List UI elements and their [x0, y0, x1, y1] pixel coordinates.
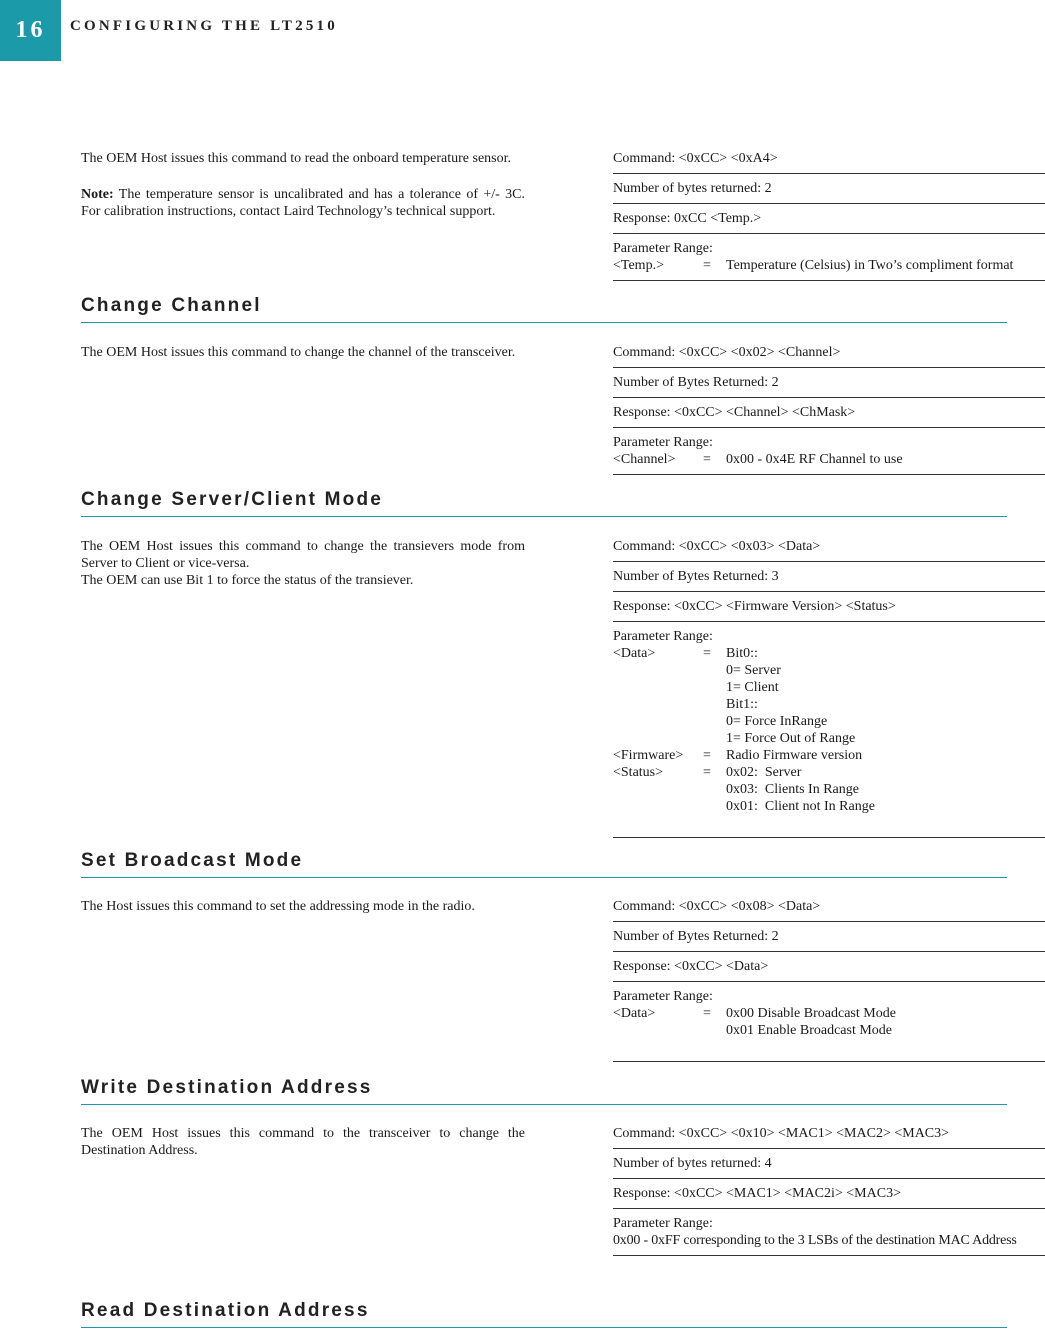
param-value-line: 0= Force InRange: [726, 714, 828, 729]
write-dest-spec: [613, 1125, 1045, 1262]
section-title-broadcast-mode: Set Broadcast Mode: [81, 850, 1007, 878]
param-value-line: 1= Force Out of Range: [726, 731, 856, 746]
response-row: Response: <0xCC> <Data>: [613, 958, 1045, 982]
bytes-row: Number of Bytes Returned: 2: [613, 374, 1045, 398]
param-value-line: Bit0::: [726, 646, 758, 661]
param-name: <Firmware>: [613, 748, 684, 763]
section-title-change-channel: Change Channel: [81, 295, 1007, 323]
param-range-row: [613, 988, 1045, 1062]
param-line: [613, 257, 1045, 274]
write-dest-description: [81, 1125, 525, 1159]
broadcast-desc-text: The Host issues this command to set the addressing mode in the radio.: [81, 899, 475, 914]
section-title-write-destination: Write Destination Address: [81, 1077, 1007, 1105]
param-equals: =: [703, 258, 711, 273]
response-row: Response: <0xCC> <Channel> <ChMask>: [613, 404, 1045, 428]
param-value-line: 0x01: Client not In Range: [726, 799, 875, 814]
bytes-row: Number of bytes returned: 2: [613, 180, 1045, 204]
param-equals: =: [703, 452, 711, 467]
temp-note: [81, 186, 525, 220]
param-range-label: Parameter Range:: [613, 629, 713, 644]
running-header: CONFIGURING THE LT2510: [70, 18, 338, 34]
section-title-change-mode: Change Server/Client Mode: [81, 489, 1007, 517]
param-range-row: [613, 1215, 1045, 1256]
param-range-text: 0x00 - 0xFF corresponding to the 3 LSBs of the destination MAC Address: [613, 1233, 1017, 1248]
param-line: [613, 1005, 1045, 1039]
bytes-row: Number of bytes returned: 4: [613, 1155, 1045, 1179]
bytes-row: Number of Bytes Returned: 2: [613, 928, 1045, 952]
param-line: [613, 747, 1045, 764]
param-range-label: Parameter Range:: [613, 989, 713, 1004]
param-value-line: 0= Server: [726, 663, 781, 678]
mode-description: [81, 538, 525, 589]
param-value: [726, 764, 1045, 815]
channel-spec: [613, 344, 1045, 481]
section-title-read-destination: Read Destination Address: [81, 1300, 1007, 1328]
param-name: <Channel>: [613, 452, 676, 467]
param-equals: =: [703, 748, 711, 763]
write-dest-desc-text: The OEM Host issues this command to the transceiver to change the Destination Address.: [81, 1126, 525, 1158]
param-value: Radio Firmware version: [726, 748, 863, 763]
broadcast-description: [81, 898, 525, 915]
channel-desc-text: The OEM Host issues this command to change the channel of the transceiver.: [81, 345, 516, 360]
command-row: Command: <0xCC> <0xA4>: [613, 150, 1045, 174]
response-row: Response: <0xCC> <MAC1> <MAC2i> <MAC3>: [613, 1185, 1045, 1209]
param-equals: =: [703, 1006, 711, 1021]
mode-spec: [613, 538, 1045, 844]
command-row: Command: <0xCC> <0x03> <Data>: [613, 538, 1045, 562]
command-row: Command: <0xCC> <0x10> <MAC1> <MAC2> <MAC3>: [613, 1125, 1045, 1149]
param-range-row: [613, 628, 1045, 838]
mode-desc-text: The OEM Host issues this command to change the transievers mode from Server to Client or vice-versa.: [81, 539, 525, 571]
page-number-tab: 16: [0, 0, 61, 61]
param-line: [613, 645, 1045, 747]
bytes-row: Number of Bytes Returned: 3: [613, 568, 1045, 592]
param-value: [726, 645, 1045, 747]
param-value: 0x00 - 0x4E RF Channel to use: [726, 452, 903, 467]
mode-desc-text-2: The OEM can use Bit 1 to force the status of the transiever.: [81, 573, 414, 588]
param-range-row: [613, 434, 1045, 475]
note-text: The temperature sensor is uncalibrated and has a tolerance of +/- 3C. For calibration instructions, contact Laird Technology’s technical support.: [81, 187, 525, 219]
param-value-line: 1= Client: [726, 680, 779, 695]
response-row: Response: 0xCC <Temp.>: [613, 210, 1045, 234]
command-row: Command: <0xCC> <0x02> <Channel>: [613, 344, 1045, 368]
param-value-line: 0x01 Enable Broadcast Mode: [726, 1023, 893, 1038]
param-value: [726, 1005, 1045, 1039]
note-label: Note:: [81, 187, 114, 202]
temp-description: [81, 150, 525, 220]
param-equals: =: [703, 646, 711, 661]
broadcast-spec: [613, 898, 1045, 1068]
param-value-line: 0x03: Clients In Range: [726, 782, 859, 797]
param-line: [613, 764, 1045, 815]
param-name: <Data>: [613, 1006, 656, 1021]
param-name: <Status>: [613, 765, 664, 780]
command-row: Command: <0xCC> <0x08> <Data>: [613, 898, 1045, 922]
param-value-line: Bit1::: [726, 697, 758, 712]
channel-description: [81, 344, 525, 361]
response-row: Response: <0xCC> <Firmware Version> <Status>: [613, 598, 1045, 622]
temp-desc-text: The OEM Host issues this command to read the onboard temperature sensor.: [81, 151, 512, 166]
param-name: <Data>: [613, 646, 656, 661]
param-value-line: 0x00 Disable Broadcast Mode: [726, 1006, 896, 1021]
param-value-line: 0x02: Server: [726, 765, 802, 780]
param-equals: =: [703, 765, 711, 780]
param-name: <Temp.>: [613, 258, 664, 273]
param-range-label: Parameter Range:: [613, 435, 713, 450]
param-range-row: [613, 240, 1045, 281]
param-range-label: Parameter Range:: [613, 241, 713, 256]
param-value: Temperature (Celsius) in Two’s compliment format: [726, 258, 1014, 273]
param-range-label: Parameter Range:: [613, 1216, 713, 1231]
temp-spec: [613, 150, 1045, 287]
param-line: [613, 451, 1045, 468]
